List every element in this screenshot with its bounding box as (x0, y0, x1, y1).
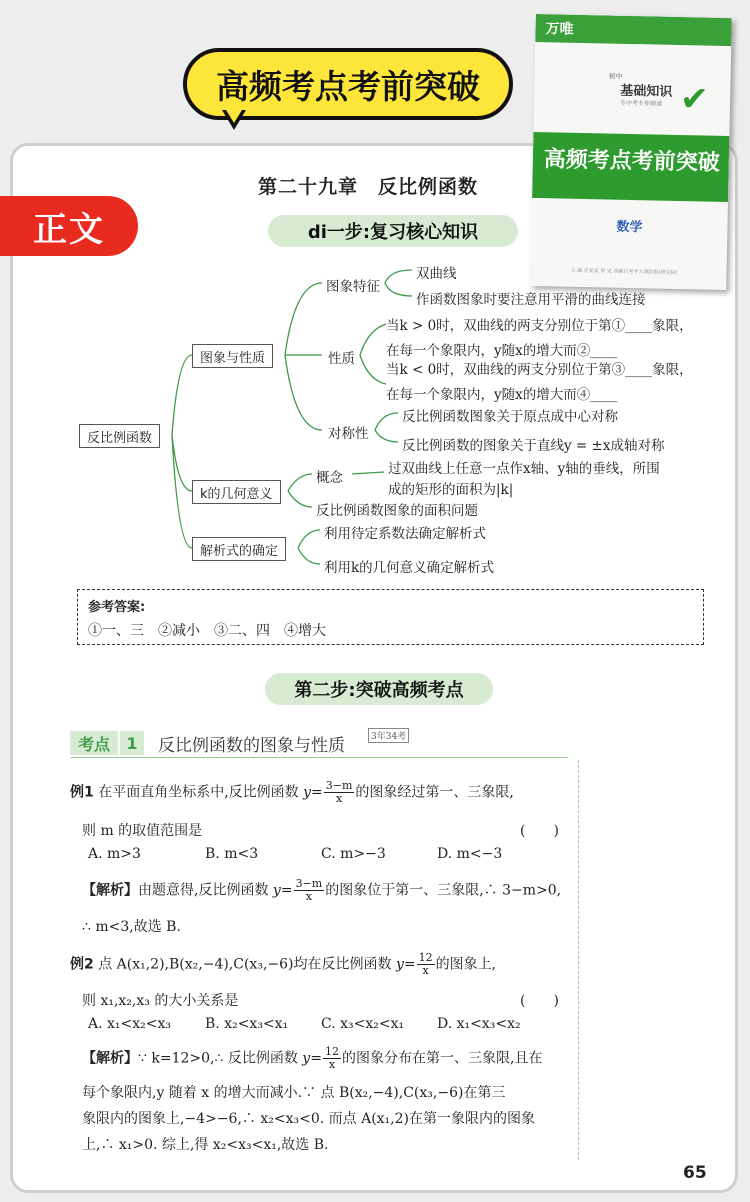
ex2-solution-line4: 上,∴ x₁>0. 综上,得 x₂<x₃<x₁,故选 B. (82, 1137, 329, 1153)
ex1-label: 例1 (70, 784, 94, 801)
book-series-sub: 专中考专你频道 (619, 99, 663, 108)
ex1-line1: 例1 在平面直角坐标系中,反比例函数 y= $\frac{3-m}{x}$ 的图象经过第一、三象限, (70, 779, 514, 805)
ex2-line1: 例2 点 A(x₁,2),B(x₂,−4),C(x₃,−6)均在反比例函数 y= $\frac{12}{x}$ 的图象上, (70, 951, 497, 977)
chapter-title: 第二十九章 反比例函数 (258, 176, 479, 198)
kaodian-label: 考点 (70, 731, 118, 755)
answer-box (77, 589, 704, 645)
ex2-solution-line1: 【解析】∵ k=12>0,∴ 反比例函数 y= $\frac{12}{x}$ 的图象分布在第一、三象限,且在 (82, 1045, 543, 1071)
header-bubble: 高频考点考前突破 (183, 48, 513, 120)
ex2-opt-c: C. x₃<x₂<x₁ (321, 1016, 405, 1032)
kaodian-title: 反比例函数的图象与性质 (158, 736, 345, 756)
ex1-s2: 的图象经过第一、三象限, (355, 784, 514, 801)
mindmap-root: 反比例函数 (79, 424, 160, 448)
book-title: 高频考点考前突破 (543, 147, 721, 176)
mm-shuangquxian: 双曲线 (416, 266, 457, 282)
page-number: 65 (683, 1163, 707, 1183)
ex1-paren: ( ) (520, 823, 559, 839)
answer-text: ①一、三 ②减小 ③二、四 ④增大 (88, 623, 326, 639)
book-series: 基础知识 (620, 83, 673, 100)
ex1-opt-b: B. m<3 (205, 846, 259, 862)
book-footer: 主 编 史某某 审 定 西藏自考学大课院报(研究院) (570, 267, 678, 276)
ex2-solution-fraction: $\frac{12}{x}$ (324, 1045, 339, 1071)
answer-label: 参考答案: (88, 600, 146, 615)
mm-xz1: 当k > 0时，双曲线的两支分别位于第①____象限， (386, 318, 693, 334)
mm-jx1: 利用待定系数法确定解析式 (324, 526, 486, 542)
ex1-solution-line2: ∴ m<3,故选 B. (82, 919, 181, 935)
step1-title: di一步:复习核心知识 (268, 215, 518, 247)
mm-tuxiang: 图象特征 (326, 279, 380, 295)
mindmap-branch-graph: 图象与性质 (192, 344, 273, 368)
ex2-opt-a: A. x₁<x₂<x₃ (88, 1016, 171, 1032)
ex2-opt-b: B. x₂<x₃<x₁ (205, 1016, 289, 1032)
mm-gn2: 成的矩形的面积为|k| (388, 482, 514, 498)
book-small-note: 初中 (608, 72, 623, 81)
mindmap-branch-k: k的几何意义 (192, 480, 281, 504)
ex2-s3: 则 x₁,x₂,x₃ 的大小关系是 (82, 993, 239, 1009)
book-brand: 万唯 (545, 21, 574, 38)
mm-gainian: 概念 (316, 470, 343, 486)
ex1-opt-d: D. m<−3 (437, 846, 503, 862)
mm-xingzhi: 性质 (328, 351, 355, 367)
kaodian-num: 1 (120, 731, 144, 755)
mm-xz3: 当k < 0时，双曲线的两支分别位于第③____象限， (386, 362, 693, 378)
section-tag: 正文 (0, 196, 138, 256)
ex2-paren: ( ) (520, 993, 559, 1009)
ex1-s1: 在平面直角坐标系中,反比例函数 (98, 784, 299, 801)
mm-xz4: 在每一个象限内，y随x的增大而④____ (386, 387, 618, 403)
ex2-opt-d: D. x₁<x₃<x₂ (437, 1016, 521, 1032)
mm-dc2: 反比例函数的图象关于直线y = ±x成轴对称 (402, 438, 665, 454)
mm-xz2: 在每一个象限内，y随x的增大而②____ (386, 343, 618, 359)
ex2-fraction: $\frac{12}{x}$ (418, 951, 433, 977)
kaodian-frequency: 3年34考 (368, 728, 409, 743)
ex1-opt-a: A. m>3 (88, 846, 141, 862)
mm-duichen: 对称性 (328, 426, 369, 442)
ex1-solution-fraction: $\frac{3-m}{x}$ (295, 877, 323, 903)
ex1-solution-line1: 【解析】由题意得,反比例函数 y= $\frac{3-m}{x}$ 的图象位于第一、三象限,∴ 3−m>0, (82, 877, 562, 903)
ex2-solution-line2: 每个象限内,y 随着 x 的增大而减小.∵ 点 B(x₂,−4),C(x₃,−6)在第三 (82, 1085, 506, 1101)
mm-dc1: 反比例函数图象关于原点成中心对称 (402, 409, 618, 425)
ex1-opt-c: C. m>−3 (321, 846, 386, 862)
ex2-s1: 点 A(x₁,2),B(x₂,−4),C(x₃,−6)均在反比例函数 (98, 956, 392, 973)
book-subject: 数学 (616, 219, 643, 236)
ex2-label: 例2 (70, 956, 94, 973)
step2-title: 第二步:突破高频考点 (265, 673, 493, 705)
divider-line (578, 760, 579, 1160)
mm-mianji: 反比例函数图象的面积问题 (316, 503, 478, 519)
mm-zuotu: 作函数图象时要注意用平滑的曲线连接 (416, 292, 646, 308)
ex1-fraction: $\frac{3-m}{x}$ (325, 779, 353, 805)
ex2-s2: 的图象上, (435, 956, 497, 973)
kaodian-header (70, 731, 568, 758)
check-icon: ✔ (679, 79, 710, 120)
mindmap-branch-formula: 解析式的确定 (192, 537, 286, 561)
ex1-s3: 则 m 的取值范围是 (82, 823, 203, 839)
mm-gn1: 过双曲线上任意一点作x轴、y轴的垂线，所围 (388, 461, 660, 477)
mm-jx2: 利用k的几何意义确定解析式 (324, 560, 495, 576)
ex2-solution-line3: 象限内的图象上,−4>−6,∴ x₂<x₃<0. 而点 A(x₁,2)在第一象限内的图象 (82, 1111, 535, 1127)
